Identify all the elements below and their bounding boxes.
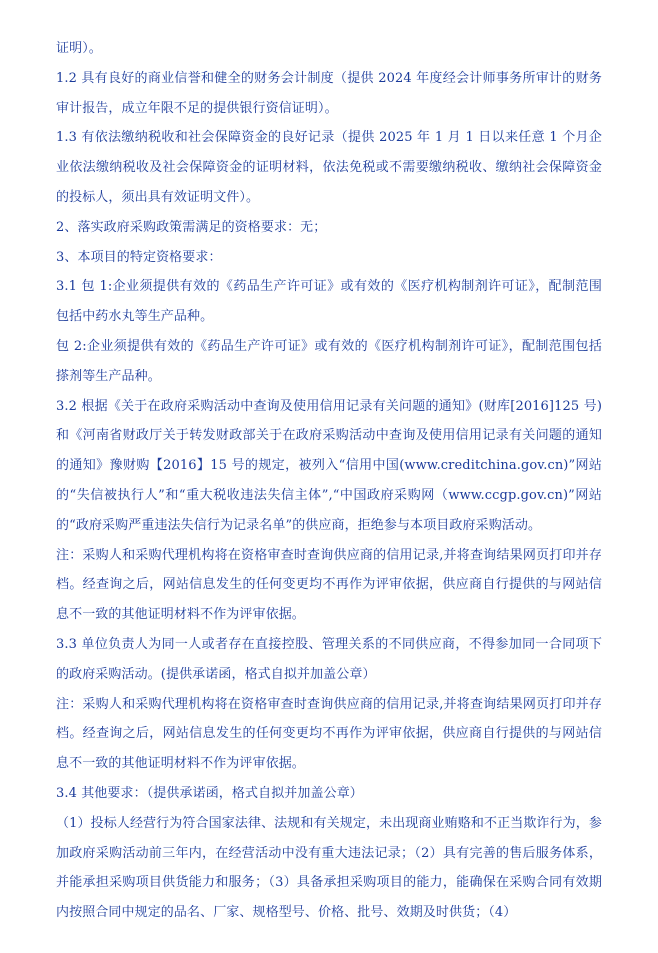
paragraph-3-4-other: 3.4 其他要求：（提供承诺函，格式自拟并加盖公章）: [56, 785, 363, 801]
paragraph-3-heading: 3、本项目的特定资格要求：: [56, 249, 222, 265]
paragraph-1-2-financial: 1.2 具有良好的商业信誉和健全的财务会计制度（提供 2024 年度经会计师事务所审计的财务审计报告，成立年限不足的提供银行资信证明）。: [56, 70, 602, 116]
paragraph-3-2-credit: 3.2 根据《关于在政府采购活动中查询及使用信用记录有关问题的通知》(财库[2016]125 号)和《河南省财政厅关于转发财政部关于在政府采购活动中查询及使用信用记录有关问题的通知的通知》豫财购【2016】15 号的规定，被列入“信用中国(www.creditchina.gov.cn)”网站的“失信被执行人”和“重大税收违法失信主体”,“中国政府采购网（www.ccgp.gov.cn)”网站的“政府采购严重违法失信行为记录名单”的供应商，拒绝参与本项目政府采购活动。: [56, 398, 602, 533]
paragraph-package-2: 包 2:企业须提供有效的《药品生产许可证》或有效的《医疗机构制剂许可证》，配制范围包括搽剂等生产品种。: [56, 338, 602, 384]
document-body: [56, 34, 602, 928]
paragraph-note-credit-check-1: 注：采购人和采购代理机构将在资格审查时查询供应商的信用记录,并将查询结果网页打印并存档。经查询之后，网站信息发生的任何变更均不再作为评审依据，供应商自行提供的与网站信息不一致的其他证明材料不作为评审依据。: [56, 547, 602, 623]
paragraph-note-credit-check-2: 注：采购人和采购代理机构将在资格审查时查询供应商的信用记录,并将查询结果网页打印并存档。经查询之后，网站信息发生的任何变更均不再作为评审依据，供应商自行提供的与网站信息不一致的其他证明材料不作为评审依据。: [56, 696, 602, 772]
paragraph-requirements-list: （1）投标人经营行为符合国家法律、法规和有关规定，未出现商业贿赂和不正当欺诈行为，参加政府采购活动前三年内，在经营活动中没有重大违法记录；（2）具有完善的售后服务体系，并能承担采购项目供货能力和服务；（3）具备承担采购项目的能力，能确保在采购合同有效期内按照合同中规定的品名、厂家、规格型号、价格、批号、效期及时供货；（4）: [56, 815, 602, 921]
paragraph-1-3-tax: 1.3 有依法缴纳税收和社会保障资金的良好记录（提供 2025 年 1 月 1 日以来任意 1 个月企业依法缴纳税收及社会保障资金的证明材料，依法免税或不需要缴纳税收、缴纳社会保障资金的投标人，须出具有效证明文件）。: [56, 130, 602, 205]
paragraph-3-1-package-1: 3.1 包 1:企业须提供有效的《药品生产许可证》或有效的《医疗机构制剂许可证》，配制范围包括中药水丸等生产品种。: [56, 279, 602, 325]
paragraph-proof-end: 证明）。: [56, 41, 102, 56]
paragraph-3-3-same-person: 3.3 单位负责人为同一人或者存在直接控股、管理关系的不同供应商，不得参加同一合同项下的政府采购活动。(提供承诺函，格式自拟并加盖公章）: [56, 636, 602, 682]
paragraph-2-policy: 2、落实政府采购政策需满足的资格要求：无；: [56, 219, 327, 235]
